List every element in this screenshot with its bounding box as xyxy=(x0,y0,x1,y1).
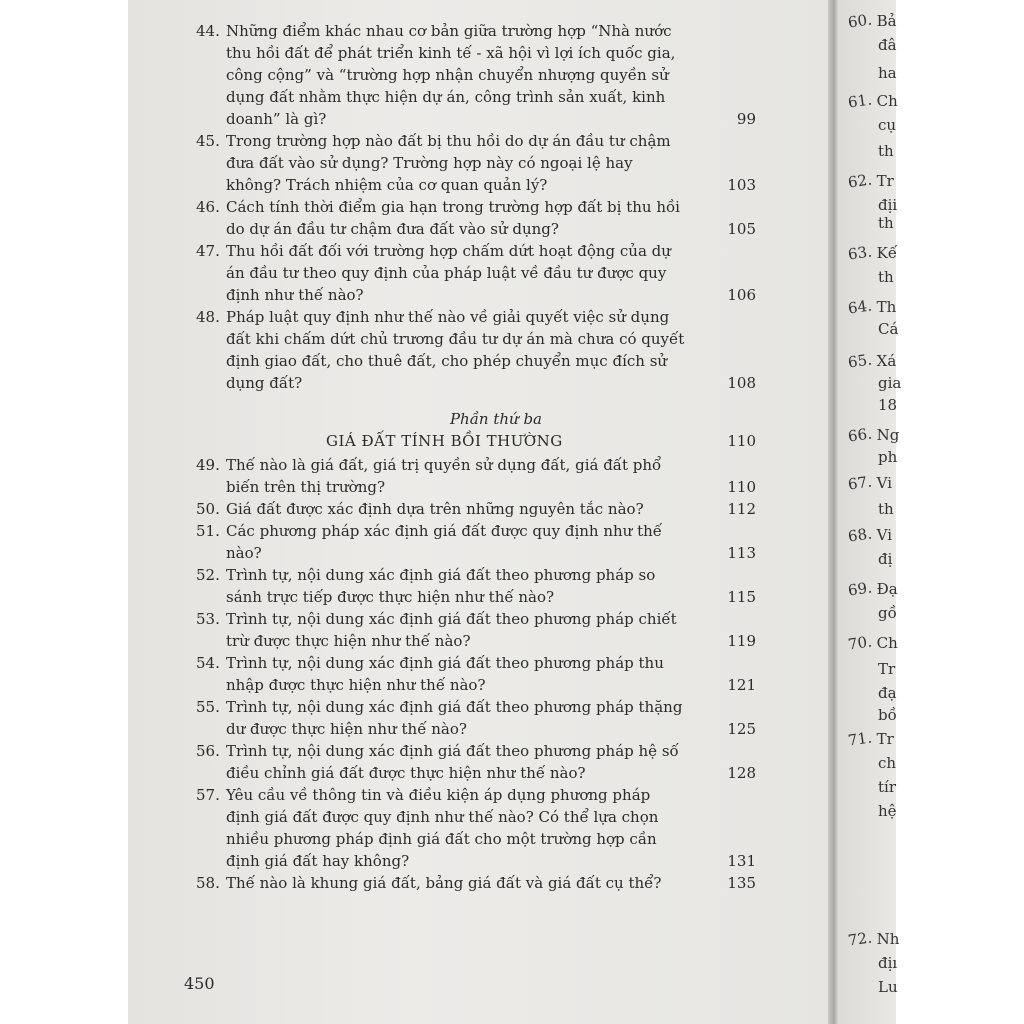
right-page-fragment-text: ha xyxy=(878,64,897,82)
right-page-fragment xyxy=(848,658,895,680)
toc-entry-page: 99 xyxy=(736,110,756,128)
right-page-fragment-text: Kế xyxy=(876,244,898,262)
section-label: Phần thứ ba xyxy=(449,410,543,428)
toc-entry xyxy=(196,498,756,520)
toc-entry-page: 119 xyxy=(727,632,756,650)
right-page-fragment xyxy=(848,776,896,798)
right-page-fragment-number: 62. xyxy=(846,170,873,192)
toc-entry-text: Pháp luật quy định như thế nào về giải quyết việc sử dụng đất khi chấm dứt chủ trương đầu tư dự án mà chưa có quyết định giao đất, cho thuê đất, cho phép chuyển mục đích sử dụng đất? xyxy=(226,308,685,392)
toc-entry-number: 46. xyxy=(196,198,220,216)
toc-entry-number: 44. xyxy=(196,22,220,40)
toc-entry-text: Trình tự, nội dung xác định giá đất theo phương pháp so sánh trực tiếp được thực hiện như thế nào? xyxy=(226,566,656,606)
right-page-fragment xyxy=(848,10,897,32)
right-page-fragment-text: gồ xyxy=(878,604,897,622)
section-title: GIÁ ĐẤT TÍNH BỒI THƯỜNG xyxy=(326,432,563,450)
right-page-fragment xyxy=(848,212,894,234)
right-page-fragment-text: th xyxy=(878,214,894,232)
toc-entry xyxy=(196,240,756,306)
right-page-fragment xyxy=(848,578,898,600)
right-page-fragment-text: ph xyxy=(878,448,898,466)
page-number: 450 xyxy=(184,974,215,993)
right-page-fragment-text: đâ xyxy=(878,36,897,54)
book-gutter xyxy=(828,0,838,1024)
right-page-fragment-number: 63. xyxy=(846,242,873,264)
toc-entry-text: Trong trường hợp nào đất bị thu hồi do dự án đầu tư chậm đưa đất vào sử dụng? Trường hợp này có ngoại lệ hay không? Trách nhiệm của cơ quan quản lý? xyxy=(226,132,671,194)
toc-entry-text: Trình tự, nội dung xác định giá đất theo phương pháp thặng dư được thực hiện như thế nào? xyxy=(226,698,683,738)
toc-entry xyxy=(196,130,756,196)
toc-entry-page: 115 xyxy=(727,588,756,606)
right-page-fragment-number: 69. xyxy=(846,578,873,600)
right-page-fragment-text: Tr xyxy=(876,172,894,190)
toc-entry xyxy=(196,784,756,872)
right-page-fragment xyxy=(848,752,896,774)
toc-entry-page: 108 xyxy=(727,374,756,392)
right-page-fragment-text: Tr xyxy=(876,730,894,748)
right-page-fragment-number: 61. xyxy=(846,90,873,112)
toc-entry-number: 47. xyxy=(196,242,220,260)
right-page-fragment-text: đạ xyxy=(878,684,897,702)
right-page-fragment-text: Ch xyxy=(876,92,898,110)
right-page-fragment-text: đị xyxy=(878,550,893,568)
right-page-fragment-text: 18 xyxy=(878,396,898,414)
right-page-fragment-text: Tr xyxy=(878,660,896,678)
right-page-fragment xyxy=(848,800,897,822)
right-page-fragment xyxy=(848,976,898,998)
toc-entry-text: Những điểm khác nhau cơ bản giữa trường hợp “Nhà nước thu hồi đất để phát triển kinh tế - xã hội vì lợi ích quốc gia, công cộng” và “trường hợp nhận chuyển nhượng quyền sử dụng đất nhằm thực hiện dự án, công trình sản xuất, kinh doanh” là gì? xyxy=(226,22,676,128)
right-page-fragment-text: ch xyxy=(878,754,897,772)
right-page-fragment xyxy=(848,170,894,192)
section-heading xyxy=(196,430,756,454)
right-page-fragment-number: 67. xyxy=(846,472,873,494)
right-page-fragment xyxy=(848,296,896,318)
right-page-fragment xyxy=(848,704,897,726)
right-page-fragment-text: Vi xyxy=(876,474,893,492)
toc-entry xyxy=(196,872,756,894)
toc-entry xyxy=(196,564,756,608)
right-page-fragment-number: 68. xyxy=(846,524,873,546)
toc-entry-text: Thế nào là giá đất, giá trị quyền sử dụng đất, giá đất phổ biến trên thị trường? xyxy=(226,456,662,496)
right-page-fragment-text: tír xyxy=(878,778,896,796)
toc-entry-page: 113 xyxy=(727,544,756,562)
right-page-fragment-text: địı xyxy=(878,954,898,972)
right-page-fragment xyxy=(848,90,898,112)
right-page-fragment xyxy=(848,498,894,520)
right-page-fragment-text: hệ xyxy=(878,802,897,820)
right-page-fragment-text: Vi xyxy=(876,526,893,544)
right-page-fragment-number: 64. xyxy=(846,296,873,318)
right-page-fragment xyxy=(848,682,897,704)
right-page-fragment xyxy=(848,632,898,654)
toc-entry xyxy=(196,20,756,130)
right-page-fragment xyxy=(848,372,901,394)
right-page-fragment-number: 65. xyxy=(846,350,873,372)
right-page-fragment xyxy=(848,34,897,56)
toc-entry-number: 56. xyxy=(196,742,220,760)
toc-entry-number: 53. xyxy=(196,610,220,628)
right-page-fragment xyxy=(848,424,899,446)
right-page-fragment xyxy=(848,318,898,340)
toc-entry xyxy=(196,306,756,394)
right-page-fragment-text: Nh xyxy=(876,930,900,948)
toc-entry-text: Thế nào là khung giá đất, bảng giá đất và giá đất cụ thể? xyxy=(226,874,662,892)
toc-entry-text: Yêu cầu về thông tin và điều kiện áp dụng phương pháp định giá đất được quy định như thế nào? Có thể lựa chọn nhiều phương pháp định giá đất cho một trường hợp cần định giá đất hay không? xyxy=(226,786,659,870)
right-page-fragment xyxy=(848,548,892,570)
right-page-fragment xyxy=(848,952,897,974)
right-page-fragment-text: Ch xyxy=(876,634,898,652)
toc-entry-page: 128 xyxy=(727,764,756,782)
toc-entry-number: 52. xyxy=(196,566,220,584)
right-page-fragment xyxy=(848,394,897,416)
right-page-fragment xyxy=(848,524,892,546)
right-page-fragment-text: th xyxy=(878,500,894,518)
right-page-fragment-text: th xyxy=(878,142,894,160)
toc-entry xyxy=(196,196,756,240)
toc-entry-text: Giá đất được xác định dựa trên những nguyên tắc nào? xyxy=(226,500,644,518)
toc-entry-page: 125 xyxy=(727,720,756,738)
toc-entry-page: 110 xyxy=(727,478,756,496)
right-page-fragment-text: bồ xyxy=(878,706,897,724)
right-page-fragment xyxy=(848,62,897,84)
toc-entry-number: 48. xyxy=(196,308,220,326)
toc-entry-text: Trình tự, nội dung xác định giá đất theo phương pháp thu nhập được thực hiện như thế nào? xyxy=(226,654,664,694)
toc-entry-page: 131 xyxy=(727,852,756,870)
toc-entry-page: 106 xyxy=(727,286,756,304)
right-page-fragment-number: 71. xyxy=(846,728,873,750)
toc-entry xyxy=(196,454,756,498)
section-page-number: 110 xyxy=(727,432,756,450)
toc-entry xyxy=(196,740,756,784)
toc-entry-text: Trình tự, nội dung xác định giá đất theo phương pháp chiết trừ được thực hiện như thế nào? xyxy=(226,610,677,650)
right-page-fragment-text: Xá xyxy=(876,352,897,370)
right-page-fragment xyxy=(848,728,894,750)
toc-entry xyxy=(196,608,756,652)
right-page-fragment xyxy=(848,446,897,468)
right-page-fragment xyxy=(848,266,894,288)
right-page-fragment-text: Th xyxy=(876,298,897,316)
right-page-fragment-text: Đạ xyxy=(876,580,898,598)
right-page-fragment xyxy=(848,140,894,162)
right-page-fragment-number: 60. xyxy=(846,10,873,32)
toc-entry-number: 58. xyxy=(196,874,220,892)
toc-entry-number: 51. xyxy=(196,522,220,540)
toc-entry-number: 54. xyxy=(196,654,220,672)
right-page-fragment xyxy=(848,242,897,264)
toc-entry-page: 135 xyxy=(727,874,756,892)
right-page-fragment-text: gia xyxy=(878,374,902,392)
right-page-fragment-text: th xyxy=(878,268,894,286)
right-page-fragment-text: Bả xyxy=(876,12,897,30)
right-page-fragment xyxy=(848,350,896,372)
right-page-fragment xyxy=(848,602,897,624)
right-page-fragment-text: Lu xyxy=(878,978,898,996)
right-page-fragment-text: cụ xyxy=(878,116,897,134)
toc-entry-number: 45. xyxy=(196,132,220,150)
toc-entry-text: Thu hồi đất đối với trường hợp chấm dứt hoạt động của dự án đầu tư theo quy định của pháp luật về đầu tư được quy định như thế nào? xyxy=(226,242,671,304)
toc-entry-page: 103 xyxy=(727,176,756,194)
toc-entry-text: Cách tính thời điểm gia hạn trong trường hợp đất bị thu hồi do dự án đầu tư chậm đưa đất vào sử dụng? xyxy=(226,198,680,238)
right-page-fragment-text: Cá xyxy=(878,320,899,338)
toc-entry xyxy=(196,520,756,564)
toc-entry-number: 55. xyxy=(196,698,220,716)
toc-entry-page: 112 xyxy=(727,500,756,518)
table-of-contents xyxy=(196,20,756,894)
toc-entry xyxy=(196,696,756,740)
toc-entry-page: 121 xyxy=(727,676,756,694)
right-page-fragment-number: 66. xyxy=(846,424,873,446)
right-page-fragment xyxy=(848,928,899,950)
right-page-fragment xyxy=(848,114,896,136)
toc-entry-number: 57. xyxy=(196,786,220,804)
toc-entry-number: 50. xyxy=(196,500,220,518)
right-page-fragment xyxy=(848,472,892,494)
toc-entry xyxy=(196,652,756,696)
toc-entry-text: Trình tự, nội dung xác định giá đất theo phương pháp hệ số điều chỉnh giá đất được thực hiện như thế nào? xyxy=(226,742,679,782)
toc-entry-text: Các phương pháp xác định giá đất được quy định như thế nào? xyxy=(226,522,663,562)
right-page-fragment-number: 72. xyxy=(846,928,873,950)
right-page-fragment-text: địi xyxy=(878,196,898,214)
toc-entry-number: 49. xyxy=(196,456,220,474)
right-page-fragment-number: 70. xyxy=(846,632,873,654)
toc-entry-page: 105 xyxy=(727,220,756,238)
right-page-fragment-text: Ng xyxy=(876,426,900,444)
